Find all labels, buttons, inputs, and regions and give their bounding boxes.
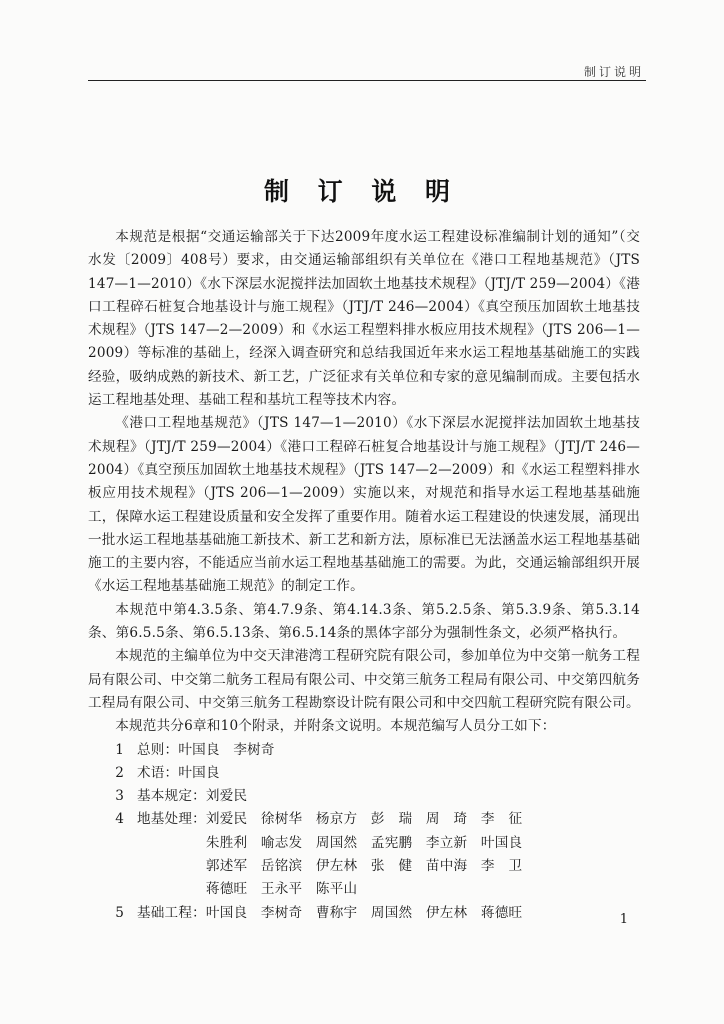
page-number: 1 <box>619 912 628 927</box>
author-name: 孟宪鹏 <box>370 834 413 851</box>
item-number: 3 <box>115 788 125 805</box>
body-text <box>88 226 640 925</box>
author-name: 徐树华 <box>260 811 303 828</box>
author-name: 朱胜利 <box>205 834 248 851</box>
paragraph: 本规范的主编单位为中交天津港湾工程研究院有限公司，参加单位为中交第一航务工程局有限公司、中交第二航务工程局有限公司、中交第三航务工程局有限公司、中交第四航务工程局有限公司、中交第三航务工程勘察设计院有限公司和中交四航工程研究院有限公司。 <box>88 648 640 711</box>
list-item <box>88 739 640 762</box>
author-name: 陈平山 <box>315 881 358 898</box>
item-number: 5 <box>115 904 125 921</box>
author-name: 张 健 <box>370 858 413 875</box>
item-number: 4 <box>115 811 125 828</box>
paragraph: 《港口工程地基规范》（JTS 147—1—2010）《水下深层水泥搅拌法加固软土地基技术规程》（JTJ/T 259—2004）《港口工程碎石桩复合地基设计与施工规程》（JTJ/T 246—2004）《真空预压加固软土地基技术规程》（JTS 147—2—2009）和《水运工程塑料排水板应用技术规程》（JTS 206—1—2009）实施以来，对规范和指导水运工程地基基础施工，保障水运工程建设质量和安全发挥了重要作用。随着水运工程建设的快速发展，涌现出一批水运工程地基基础施工新技术、新工艺和新方法，原标准已无法涵盖水运工程地基基础施工的主要内容，不能适应当前水运工程地基基础施工的需要。为此，交通运输部组织开展《水运工程地基基础施工规范》的制定工作。 <box>88 415 640 595</box>
author-name: 叶国良 <box>178 741 220 758</box>
author-name: 岳铭滨 <box>260 858 303 875</box>
author-name: 王永平 <box>260 881 303 898</box>
author-name: 叶国良 <box>178 764 220 781</box>
author-name: 李树奇 <box>233 741 275 758</box>
running-header: 制订说明 <box>583 65 644 79</box>
author-name: 蒋德旺 <box>480 904 523 921</box>
author-name: 杨京方 <box>315 811 358 828</box>
list-item <box>88 785 640 808</box>
page-title: 制 订 说 明 <box>263 177 461 206</box>
paragraph: 本规范中第4.3.5条、第4.7.9条、第4.14.3条、第5.2.5条、第5.3.9条、第5.3.14条、第6.5.5条、第6.5.13条、第6.5.14条的黑体字部分为强制性条文，必须严格执行。 <box>88 601 640 642</box>
item-number: 2 <box>115 764 125 781</box>
author-name: 李 卫 <box>480 858 523 875</box>
header-rule <box>88 80 646 81</box>
item-number: 1 <box>115 741 125 758</box>
author-name: 苗中海 <box>425 858 468 875</box>
list-item <box>88 902 640 925</box>
author-name: 曹称宇 <box>315 904 358 921</box>
item-label: 基本规定： <box>136 788 206 805</box>
author-name: 周国然 <box>315 834 358 851</box>
author-name: 彭 瑞 <box>370 811 413 828</box>
author-name: 蒋德旺 <box>205 881 248 898</box>
author-name: 叶国良 <box>480 834 523 851</box>
list-item <box>88 808 640 901</box>
author-name: 李 征 <box>480 811 523 828</box>
author-name: 叶国良 <box>205 904 248 921</box>
author-name: 周 琦 <box>425 811 468 828</box>
author-name: 喻志发 <box>260 834 303 851</box>
list-item <box>88 762 640 785</box>
item-label: 术语： <box>136 764 179 781</box>
author-name: 郭述军 <box>205 858 248 875</box>
author-name: 周国然 <box>370 904 413 921</box>
item-label: 总则： <box>136 741 179 758</box>
author-name: 伊左林 <box>315 858 358 875</box>
item-label: 基础工程： <box>136 904 206 921</box>
author-name: 刘爱民 <box>205 788 248 805</box>
paragraph: 本规范是根据“交通运输部关于下达2009年度水运工程建设标准编制计划的通知”（交水发〔2009〕408号）要求，由交通运输部组织有关单位在《港口工程地基规范》（JTS 147—1—2010）《水下深层水泥搅拌法加固软土地基技术规程》（JTJ/T 259—2004）《港口工程碎石桩复合地基设计与施工规程》（JTJ/T 246—2004）《真空预压加固软土地基技术规程》（JTS 147—2—2009）和《水运工程塑料排水板应用技术规程》（JTS 206—1—2009）等标准的基础上，经深入调查研究和总结我国近年来水运工程地基基础施工的实践经验，吸纳成熟的新技术、新工艺，广泛征求有关单位和专家的意见编制而成。主要包括水运工程地基处理、基础工程和基坑工程等技术内容。 <box>88 229 640 409</box>
item-label: 地基处理： <box>136 811 206 828</box>
author-list <box>88 739 640 925</box>
author-name: 李立新 <box>425 834 468 851</box>
paragraph: 本规范共分6章和10个附录，并附条文说明。本规范编写人员分工如下： <box>115 718 556 735</box>
author-name: 伊左林 <box>425 904 468 921</box>
author-name: 刘爱民 <box>205 811 248 828</box>
author-name: 李树奇 <box>260 904 303 921</box>
